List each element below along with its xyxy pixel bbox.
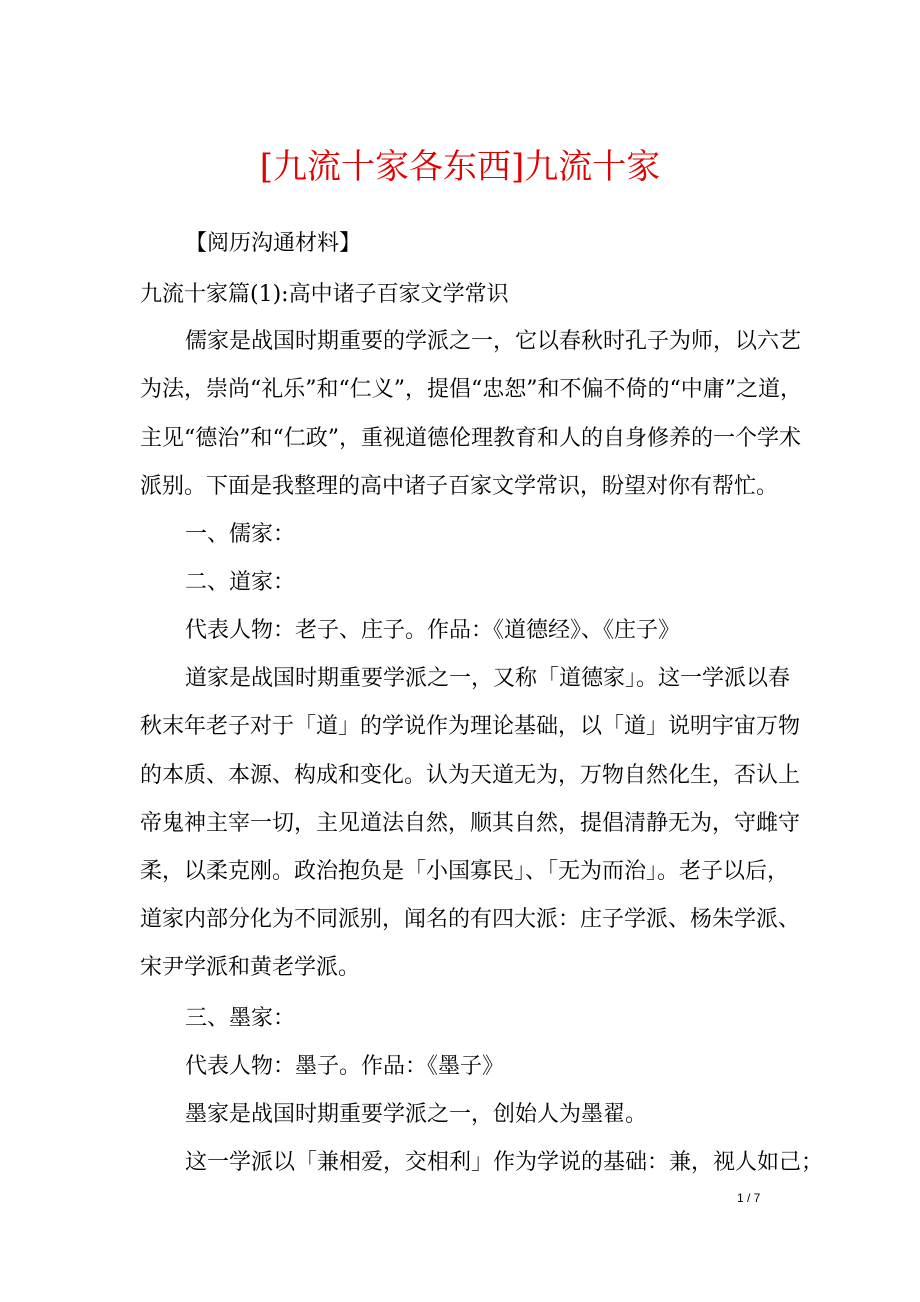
taoism-line: 的本质、本源、构成和变化。认为天道无为，万物自然化生，否认上	[140, 763, 801, 788]
taoism-line: 道家内部分化为不同派别，闻名的有四大派：庄子学派、杨朱学派、	[140, 907, 801, 932]
document-title: [九流十家各东西]九流十家	[259, 147, 661, 187]
intro-line: 为法，崇尚“礼乐”和“仁义”，提倡“忠恕”和不偏不倚的“中庸”之道，	[140, 377, 802, 402]
taoism-line: 宋尹学派和黄老学派。	[140, 955, 361, 980]
mohism-representatives: 代表人物：墨子。作品：《墨子》	[185, 1054, 505, 1079]
intro-line: 儒家是战国时期重要的学派之一，它以春秋时孔子为师，以六艺	[185, 329, 802, 354]
category-label: 【阅历沟通材料】	[185, 231, 362, 256]
section-heading-mohism: 三、墨家：	[185, 1006, 296, 1031]
taoism-line: 帝鬼神主宰一切，主见道法自然，顺其自然，提倡清静无为，守雌守	[140, 811, 801, 836]
page-number: 1 / 7	[737, 1191, 761, 1205]
article-subtitle: 九流十家篇(1):高中诸子百家文学常识	[140, 282, 509, 307]
section-heading-taoism: 二、道家：	[185, 570, 296, 595]
taoism-line: 道家是战国时期重要学派之一，又称「道德家」。这一学派以春	[185, 666, 791, 691]
taoism-representatives: 代表人物：老子、庄子。作品：《道德经》、《庄子》	[185, 618, 681, 643]
mohism-line: 这一学派以「兼相爱，交相利」作为学说的基础：兼，视人如己；	[185, 1150, 824, 1175]
taoism-line: 秋末年老子对于「道」的学说作为理论基础，以「道」说明宇宙万物	[140, 714, 801, 739]
intro-line: 主见“德治”和“仁政”，重视道德伦理教育和人的自身修养的一个学术	[140, 426, 801, 451]
section-heading-confucianism: 一、儒家：	[185, 522, 296, 547]
taoism-line: 柔，以柔克刚。政治抱负是「小国寡民」、「无为而治」。老子以后，	[140, 859, 790, 884]
mohism-line: 墨家是战国时期重要学派之一，创始人为墨翟。	[185, 1102, 648, 1127]
intro-line: 派别。下面是我整理的高中诸子百家文学常识，盼望对你有帮忙。	[140, 474, 779, 499]
